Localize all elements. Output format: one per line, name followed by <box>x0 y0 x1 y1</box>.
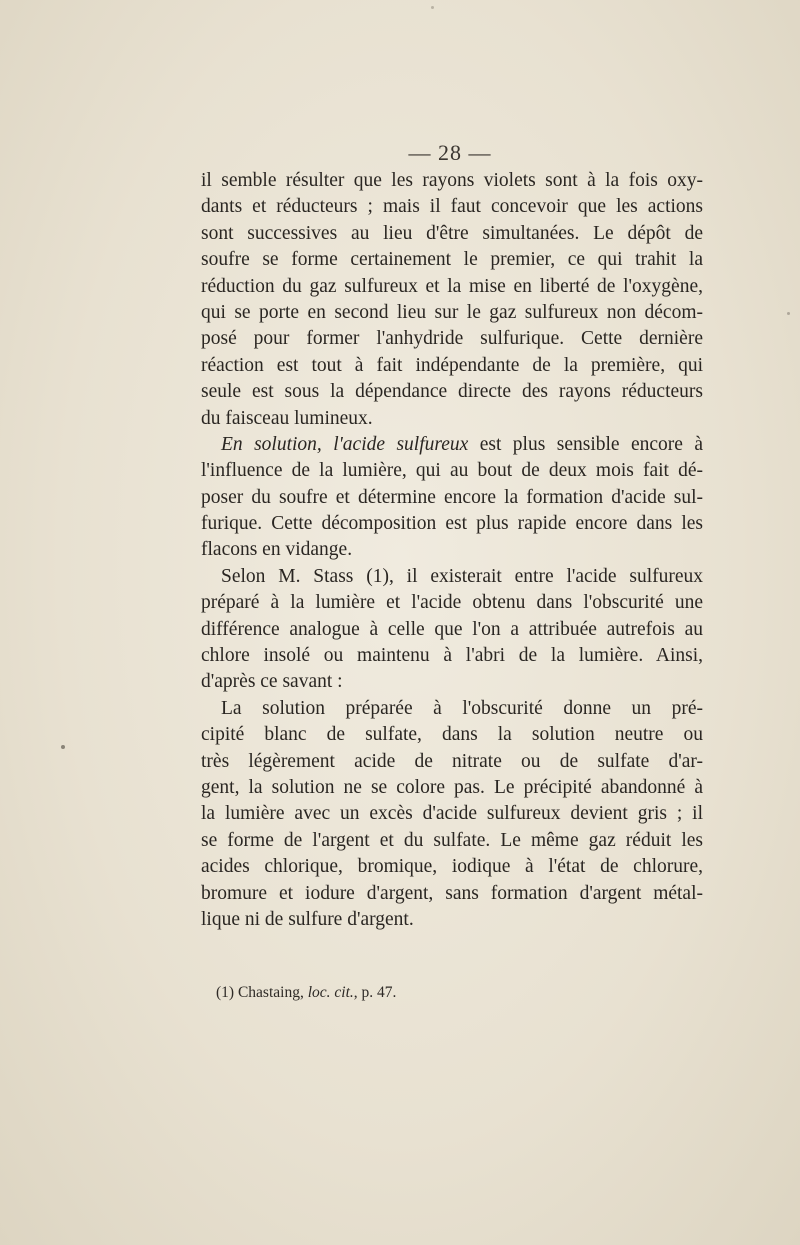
text-line: flacons en vidange. <box>201 539 353 561</box>
text-line: réaction est tout à fait indépendante de la première, qui <box>201 354 703 376</box>
text-line: lique ni de sulfure d'argent. <box>201 908 414 930</box>
text-line: Selon M. Stass (1), il existerait entre l'acide sulfureux <box>221 565 703 587</box>
text-line: acides chlorique, bromique, iodique à l'état de chlorure, <box>201 856 703 878</box>
text-line: La solution préparée à l'obscurité donne un pré- <box>221 697 703 719</box>
footnote <box>216 984 396 1002</box>
text-line: cipité blanc de sulfate, dans la solution neutre ou <box>201 724 703 746</box>
lead-rest: est plus sensible encore à <box>468 433 704 455</box>
text-line: d'après ce savant : <box>201 671 343 693</box>
text-line: différence analogue à celle que l'on a attribuée autrefois au <box>201 618 703 640</box>
body-text <box>201 168 703 933</box>
text-line: du faisceau lumineux. <box>201 407 373 429</box>
text-line: seule est sous la dépendance directe des rayons réducteurs <box>201 381 703 403</box>
text-line: qui se porte en second lieu sur le gaz sulfureux non décom- <box>201 301 703 323</box>
footnote-rest: , p. 47. <box>353 984 397 1001</box>
text-line: dants et réducteurs ; mais il faut concevoir que les actions <box>201 196 703 218</box>
paragraph-2 <box>201 432 703 564</box>
text-line: réduction du gaz sulfureux et la mise en liberté de l'oxygène, <box>201 275 703 297</box>
text-line: posé pour former l'anhydride sulfurique. Cette dernière <box>201 328 703 350</box>
text-line: poser du soufre et détermine encore la formation d'acide sul- <box>201 486 703 508</box>
text-line-lead <box>201 432 703 458</box>
text-line: sont successives au lieu d'être simultanées. Le dépôt de <box>201 222 703 244</box>
scan-speck <box>431 6 434 9</box>
footnote-italic: loc. cit. <box>307 984 354 1001</box>
text-line: préparé à la lumière et l'acide obtenu dans l'obscurité une <box>201 592 703 614</box>
paragraph-1 <box>201 168 703 432</box>
text-line: soufre se forme certainement le premier, ce qui trahit la <box>201 249 703 271</box>
text-line: furique. Cette décomposition est plus rapide encore dans les <box>201 513 703 535</box>
italic-lead: En solution, l'acide sulfureux <box>221 433 469 455</box>
text-line: bromure et iodure d'argent, sans formation d'argent métal- <box>201 882 703 904</box>
text-line: la lumière avec un excès d'acide sulfureux devient gris ; il <box>201 803 703 825</box>
text-line: il semble résulter que les rayons violets sont à la fois oxy- <box>201 170 703 191</box>
text-line: se forme de l'argent et du sulfate. Le même gaz réduit les <box>201 829 703 851</box>
scan-speck <box>61 745 65 749</box>
footnote-marker: (1) Chastaing, <box>216 984 308 1001</box>
text-line: l'influence de la lumière, qui au bout de deux mois fait dé- <box>201 460 703 482</box>
text-line: très légèrement acide de nitrate ou de sulfate d'ar- <box>201 750 703 772</box>
paragraph-4 <box>201 696 703 934</box>
paragraph-3 <box>201 564 703 696</box>
page-number: — 28 — <box>408 140 492 165</box>
text-line: gent, la solution ne se colore pas. Le précipité abandonné à <box>201 776 703 798</box>
scan-speck <box>787 312 790 315</box>
text-line: chlore insolé ou maintenu à l'abri de la lumière. Ainsi, <box>201 645 703 667</box>
